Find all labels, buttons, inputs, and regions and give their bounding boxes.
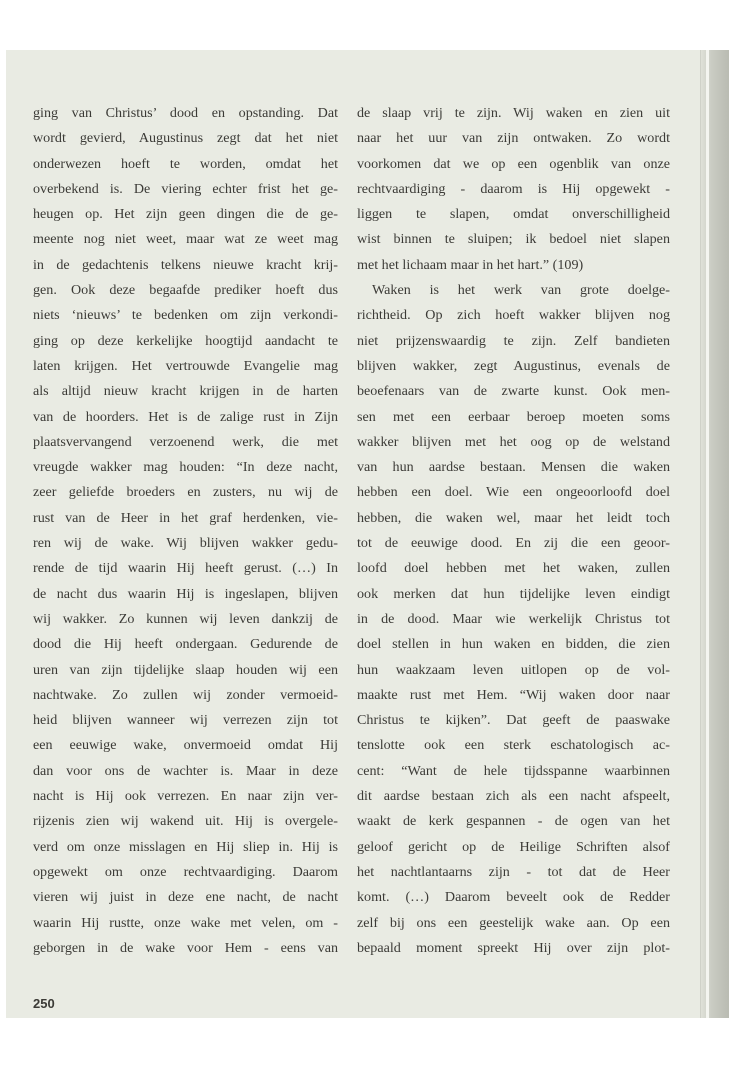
- text-line: vieren wij juist in deze ene nacht, de nacht: [33, 889, 338, 906]
- text-line: hun waakzaam leven uitlopen op de vol-: [357, 661, 670, 678]
- text-line: niets ‘nieuws’ te bedenken om zijn verkondi-: [33, 307, 338, 324]
- text-line: de nacht dus waarin Hij is ingeslapen, blijven: [33, 585, 338, 602]
- text-line: wordt gevierd, Augustinus zegt dat het niet: [33, 130, 338, 147]
- text-line: wakker blijven met het oog op de welstand: [357, 433, 670, 450]
- text-line: heid blijven wanneer wij verrezen zijn tot: [33, 712, 338, 729]
- text-line: plaatsvervangend verzoenend werk, die met: [33, 433, 338, 450]
- text-line: nachtwake. Zo zullen wij zonder vermoeid-: [33, 686, 338, 703]
- text-line: zeer geliefde broeders en zusters, nu wij de: [33, 484, 338, 501]
- text-line: ook merken dat hun tijdelijke leven eindigt: [357, 585, 670, 602]
- text-line: rende de tijd waarin Hij heeft gerust. (…) In: [33, 560, 338, 577]
- text-line: gen. Ook deze begaafde prediker hoeft dus: [33, 282, 338, 299]
- text-line: in de dood. Maar wie werkelijk Christus tot: [357, 610, 670, 627]
- text-line: onderwezen hoeft te worden, omdat het: [33, 155, 338, 172]
- text-line: van hun aardse bestaan. Mensen die waken: [357, 459, 670, 476]
- text-line: opgewekt om onze rechtvaardiging. Daarom: [33, 863, 338, 880]
- text-line: hebben, die waken wel, maar het leidt toch: [357, 509, 670, 526]
- text-line: loofd doel hebben met het waken, zullen: [357, 560, 670, 577]
- text-line: hebben een doel. Wie een ongeoorloofd doel: [357, 484, 670, 501]
- text-line: naar het uur van zijn ontwaken. Zo wordt: [357, 130, 670, 147]
- text-line: dan voor ons de wachter is. Maar in deze: [33, 762, 338, 779]
- text-line: niet prijzenswaardig te zijn. Zelf bandieten: [357, 332, 670, 349]
- left-text-column: [33, 101, 338, 961]
- text-line: zelf bij ons een geestelijk wake aan. Op een: [357, 914, 670, 931]
- text-line: komt. (…) Daarom beveelt ook de Redder: [357, 889, 670, 906]
- text-line: laten krijgen. Het vertrouwde Evangelie mag: [33, 357, 338, 374]
- text-line: van de hoorders. Het is de zalige rust in Zijn: [33, 408, 338, 425]
- text-line: voorkomen dat we op een ogenblik van onze: [357, 155, 670, 172]
- text-line: vreugde wakker mag houden: “In deze nacht,: [33, 459, 338, 476]
- text-line: een eeuwige wake, onvermoeid omdat Hij: [33, 737, 338, 754]
- text-line: ging van Christus’ dood en opstanding. Dat: [33, 105, 338, 121]
- text-line: meente nog niet weet, maar wat ze weet mag: [33, 231, 338, 248]
- text-line: in de gedachtenis telkens nieuwe kracht krij-: [33, 256, 338, 273]
- text-line: rust van de Heer in het graf herdenken, vie-: [33, 509, 338, 526]
- text-line: met het lichaam maar in het hart.” (109): [357, 256, 584, 273]
- text-line: dit aardse bestaan zich als een nacht afspeelt,: [357, 788, 670, 805]
- text-line: geloof gericht op de Heilige Schriften alsof: [357, 838, 670, 855]
- paragraph-start-line: Waken is het werk van grote doelge-: [372, 282, 670, 299]
- text-line: de slaap vrij te zijn. Wij waken en zien uit: [357, 105, 670, 121]
- text-line: doel stellen in hun waken en bidden, die zien: [357, 636, 670, 653]
- page-number: 250: [33, 996, 55, 1011]
- text-line: ren wij de wake. Wij blijven wakker gedu-: [33, 535, 338, 552]
- text-line: richtheid. Op zich hoeft wakker blijven nog: [357, 307, 670, 324]
- text-line: blijven wakker, zegt Augustinus, evenals de: [357, 357, 670, 374]
- text-line: verd om onze misslagen en Hij sliep in. Hij is: [33, 838, 338, 855]
- text-line: dood die Hij heeft ondergaan. Gedurende de: [33, 636, 338, 653]
- right-text-column: [357, 101, 670, 961]
- text-line: als altijd nieuw kracht krijgen in de harten: [33, 383, 338, 400]
- text-line: overbekend is. De viering echter frist het ge-: [33, 180, 338, 197]
- text-line: het nachtlantaarns zijn - tot dat de Heer: [357, 863, 670, 880]
- text-line: wist binnen te sluipen; ik bedoel niet slapen: [357, 231, 670, 248]
- book-spine-edge: [700, 50, 729, 1018]
- text-line: ging op deze kerkelijke hoogtijd aandacht te: [33, 332, 338, 349]
- text-line: rijzenis zien wij wakend uit. Hij is overgele-: [33, 813, 338, 830]
- text-line: maakte rust met Hem. “Wij waken door naar: [357, 686, 670, 703]
- text-line: tenslotte ook een sterk eschatologisch ac-: [357, 737, 670, 754]
- text-line: heugen op. Het zijn geen dingen die de ge-: [33, 206, 338, 223]
- text-line: wij wakker. Zo kunnen wij leven dankzij de: [33, 610, 338, 627]
- text-line: liggen te slapen, omdat onverschilligheid: [357, 206, 670, 223]
- page-edge-gap: [706, 50, 709, 1018]
- text-line: sen met een eerbaar beroep moeten soms: [357, 408, 670, 425]
- text-line: bepaald moment spreekt Hij over zijn plot-: [357, 939, 670, 956]
- text-line: tot de eeuwige dood. En zij die een geoor-: [357, 535, 670, 552]
- text-line: geborgen in de wake voor Hem - eens van: [33, 939, 338, 956]
- text-line: uren van zijn tijdelijke slaap houden wij een: [33, 661, 338, 678]
- text-line: waarin Hij rustte, onze wake met velen, om -: [33, 914, 338, 931]
- text-line: Christus te kijken”. Dat geeft de paaswake: [357, 712, 670, 729]
- text-line: rechtvaardiging - daarom is Hij opgewekt -: [357, 180, 670, 197]
- text-line: nacht is Hij ook verrezen. En naar zijn ver-: [33, 788, 338, 805]
- text-line: cent: “Want de hele tijdsspanne waarbinnen: [357, 762, 670, 779]
- text-line: waakt de kerk gespannen - de ogen van het: [357, 813, 670, 830]
- text-line: beoefenaars van de zwarte kunst. Ook men-: [357, 383, 670, 400]
